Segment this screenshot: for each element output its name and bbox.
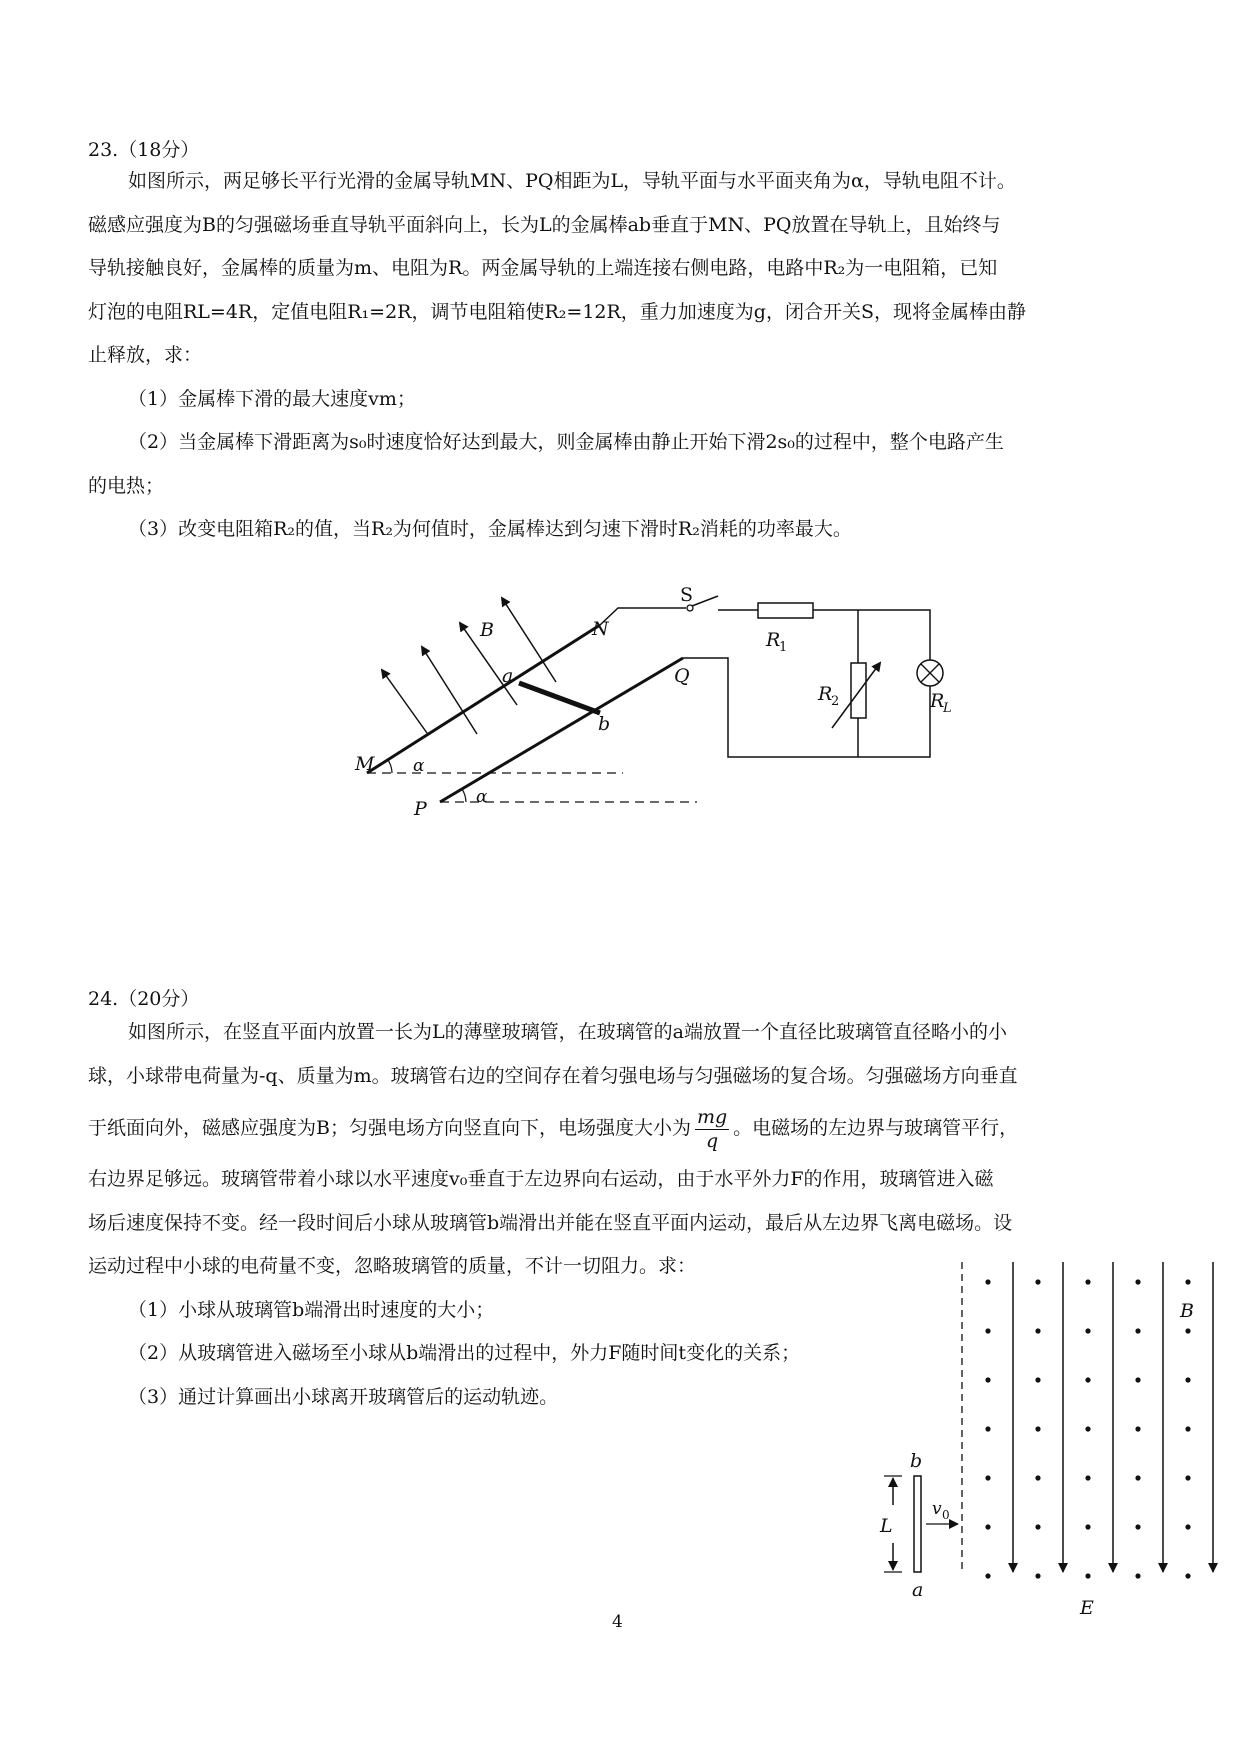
label-length: L bbox=[880, 1515, 893, 1537]
q24-sub1: （1）小球从玻璃管b端滑出时速度的大小； bbox=[128, 1298, 495, 1321]
q23-number: 23.（18分） bbox=[88, 139, 200, 161]
label-q: Q bbox=[674, 665, 690, 687]
label-rl: R bbox=[930, 690, 945, 712]
b-field-dot bbox=[1135, 1377, 1140, 1382]
label-b-end: b bbox=[910, 1450, 923, 1472]
q23-sub2b: 的电热； bbox=[88, 474, 165, 497]
q24-line2: 球，小球带电荷量为-q、质量为m。玻璃管右边的空间存在着匀强电场与匀强磁场的复合场。匀强磁场方向垂直 bbox=[88, 1064, 1018, 1087]
label-b-field-24: B bbox=[1180, 1300, 1194, 1322]
b-field-dot bbox=[1085, 1426, 1090, 1431]
q23-line3: 导轨接触良好，金属棒的质量为m、电阻为R。两金属导轨的上端连接右侧电路，电路中R₂为一电阻箱，已知 bbox=[88, 257, 998, 279]
b-field-dot bbox=[1085, 1377, 1090, 1382]
b-field-dot bbox=[985, 1524, 990, 1529]
b-field-dot bbox=[1185, 1524, 1190, 1529]
b-field-dot bbox=[985, 1475, 990, 1480]
b-field-dot bbox=[1035, 1524, 1040, 1529]
b-field-dot bbox=[1035, 1377, 1040, 1382]
b-field-dot bbox=[1035, 1475, 1040, 1480]
q24-line1: 如图所示，在竖直平面内放置一长为L的薄壁玻璃管，在玻璃管的a端放置一个直径比玻璃管直径略小的小 bbox=[128, 1021, 1007, 1043]
q24-number: 24.（20分） bbox=[88, 988, 200, 1010]
label-r1-sub: 1 bbox=[779, 640, 788, 655]
b-field-dot bbox=[985, 1328, 990, 1333]
page-number: 4 bbox=[612, 1612, 623, 1632]
label-e-field: E bbox=[1080, 1597, 1094, 1619]
q23-line4: 灯泡的电阻RL=4R，定值电阻R₁=2R，调节电阻箱使R₂=12R，重力加速度为g，闭合开关S，现将金属棒由静 bbox=[88, 300, 1026, 323]
label-v0-sub: 0 bbox=[942, 1508, 950, 1522]
q24-line5: 场后速度保持不变。经一段时间后小球从玻璃管b端滑出并能在竖直平面内运动，最后从左边界飞离电磁场。设 bbox=[88, 1211, 1013, 1234]
label-r2-sub: 2 bbox=[831, 694, 840, 709]
q23-sub2a: （2）当金属棒下滑距离为s₀时速度恰好达到最大，则金属棒由静止开始下滑2s₀的过程中，整个电路产生 bbox=[128, 431, 1004, 453]
q24-sub2: （2）从玻璃管进入磁场至小球从b端滑出的过程中，外力F随时间t变化的关系； bbox=[128, 1342, 801, 1364]
b-field-dot bbox=[1135, 1524, 1140, 1529]
b-field-dot bbox=[1135, 1426, 1140, 1431]
q24-line3a: 于纸面向外，磁感应强度为B；匀强电场方向竖直向下，电场强度大小为 bbox=[88, 1117, 691, 1139]
label-rl-sub: L bbox=[943, 701, 952, 716]
b-field-dot bbox=[1085, 1279, 1090, 1284]
b-field-dot bbox=[1035, 1279, 1040, 1284]
label-r1: R bbox=[766, 629, 781, 651]
label-v0: v bbox=[932, 1499, 942, 1519]
b-field-dot bbox=[985, 1377, 990, 1382]
q23-sub1: （1）金属棒下滑的最大速度vm； bbox=[128, 387, 416, 410]
label-b: b bbox=[598, 713, 611, 735]
label-m: M bbox=[355, 753, 375, 775]
label-a-end: a bbox=[912, 1579, 924, 1601]
q24-sub3: （3）通过计算画出小球离开玻璃管后的运动轨迹。 bbox=[128, 1385, 559, 1408]
b-field-dot bbox=[1135, 1573, 1140, 1578]
b-field-dot bbox=[1035, 1328, 1040, 1333]
label-p: P bbox=[414, 798, 427, 820]
label-s: S bbox=[680, 584, 694, 606]
q23-line2: 磁感应强度为B的匀强磁场垂直导轨平面斜向上，长为L的金属棒ab垂直于MN、PQ放置在导轨上，且始终与 bbox=[88, 213, 1001, 236]
b-field-dot bbox=[1185, 1475, 1190, 1480]
b-field-dot bbox=[985, 1279, 990, 1284]
b-field-dot bbox=[1185, 1377, 1190, 1382]
b-field-dot bbox=[1085, 1328, 1090, 1333]
b-field-dot bbox=[1035, 1426, 1040, 1431]
label-alpha-2: α bbox=[476, 787, 488, 807]
q24-line4: 右边界足够远。玻璃管带着小球以水平速度v₀垂直于左边界向右运动，由于水平外力F的作用，玻璃管进入磁 bbox=[88, 1168, 994, 1190]
b-field-dot bbox=[1085, 1524, 1090, 1529]
q23-line1: 如图所示，两足够长平行光滑的金属导轨MN、PQ相距为L，导轨平面与水平面夹角为α，导轨电阻不计。 bbox=[128, 170, 1016, 192]
b-field-dot bbox=[1035, 1573, 1040, 1578]
b-field-dot bbox=[1185, 1279, 1190, 1284]
fraction-denominator: q bbox=[705, 1129, 719, 1152]
b-field-dot bbox=[1085, 1573, 1090, 1578]
b-field-dot bbox=[1135, 1328, 1140, 1333]
q24-line6: 运动过程中小球的电荷量不变，忽略玻璃管的质量，不计一切阻力。求： bbox=[88, 1255, 697, 1277]
label-alpha-1: α bbox=[413, 756, 425, 776]
fraction-numerator: mg bbox=[696, 1105, 728, 1128]
b-field-dot bbox=[1185, 1573, 1190, 1578]
q24-line3b: 。电磁场的左边界与玻璃管平行， bbox=[733, 1117, 1019, 1139]
q23-sub3: （3）改变电阻箱R₂的值，当R₂为何值时，金属棒达到匀速下滑时R₂消耗的功率最大。 bbox=[128, 518, 852, 540]
b-field-dots bbox=[985, 1279, 1190, 1578]
label-r2: R bbox=[818, 683, 833, 705]
glass-tube bbox=[914, 1476, 921, 1572]
label-n: N bbox=[592, 618, 609, 640]
b-field-dot bbox=[985, 1573, 990, 1578]
label-b-field: B bbox=[480, 619, 494, 641]
q23-line5: 止释放，求： bbox=[88, 344, 203, 366]
b-field-dot bbox=[985, 1426, 990, 1431]
b-field-dot bbox=[1185, 1328, 1190, 1333]
b-field-dot bbox=[1135, 1279, 1140, 1284]
label-a: a bbox=[502, 665, 514, 687]
b-field-dot bbox=[1185, 1426, 1190, 1431]
b-field-dot bbox=[1085, 1475, 1090, 1480]
b-field-dot bbox=[1135, 1475, 1140, 1480]
